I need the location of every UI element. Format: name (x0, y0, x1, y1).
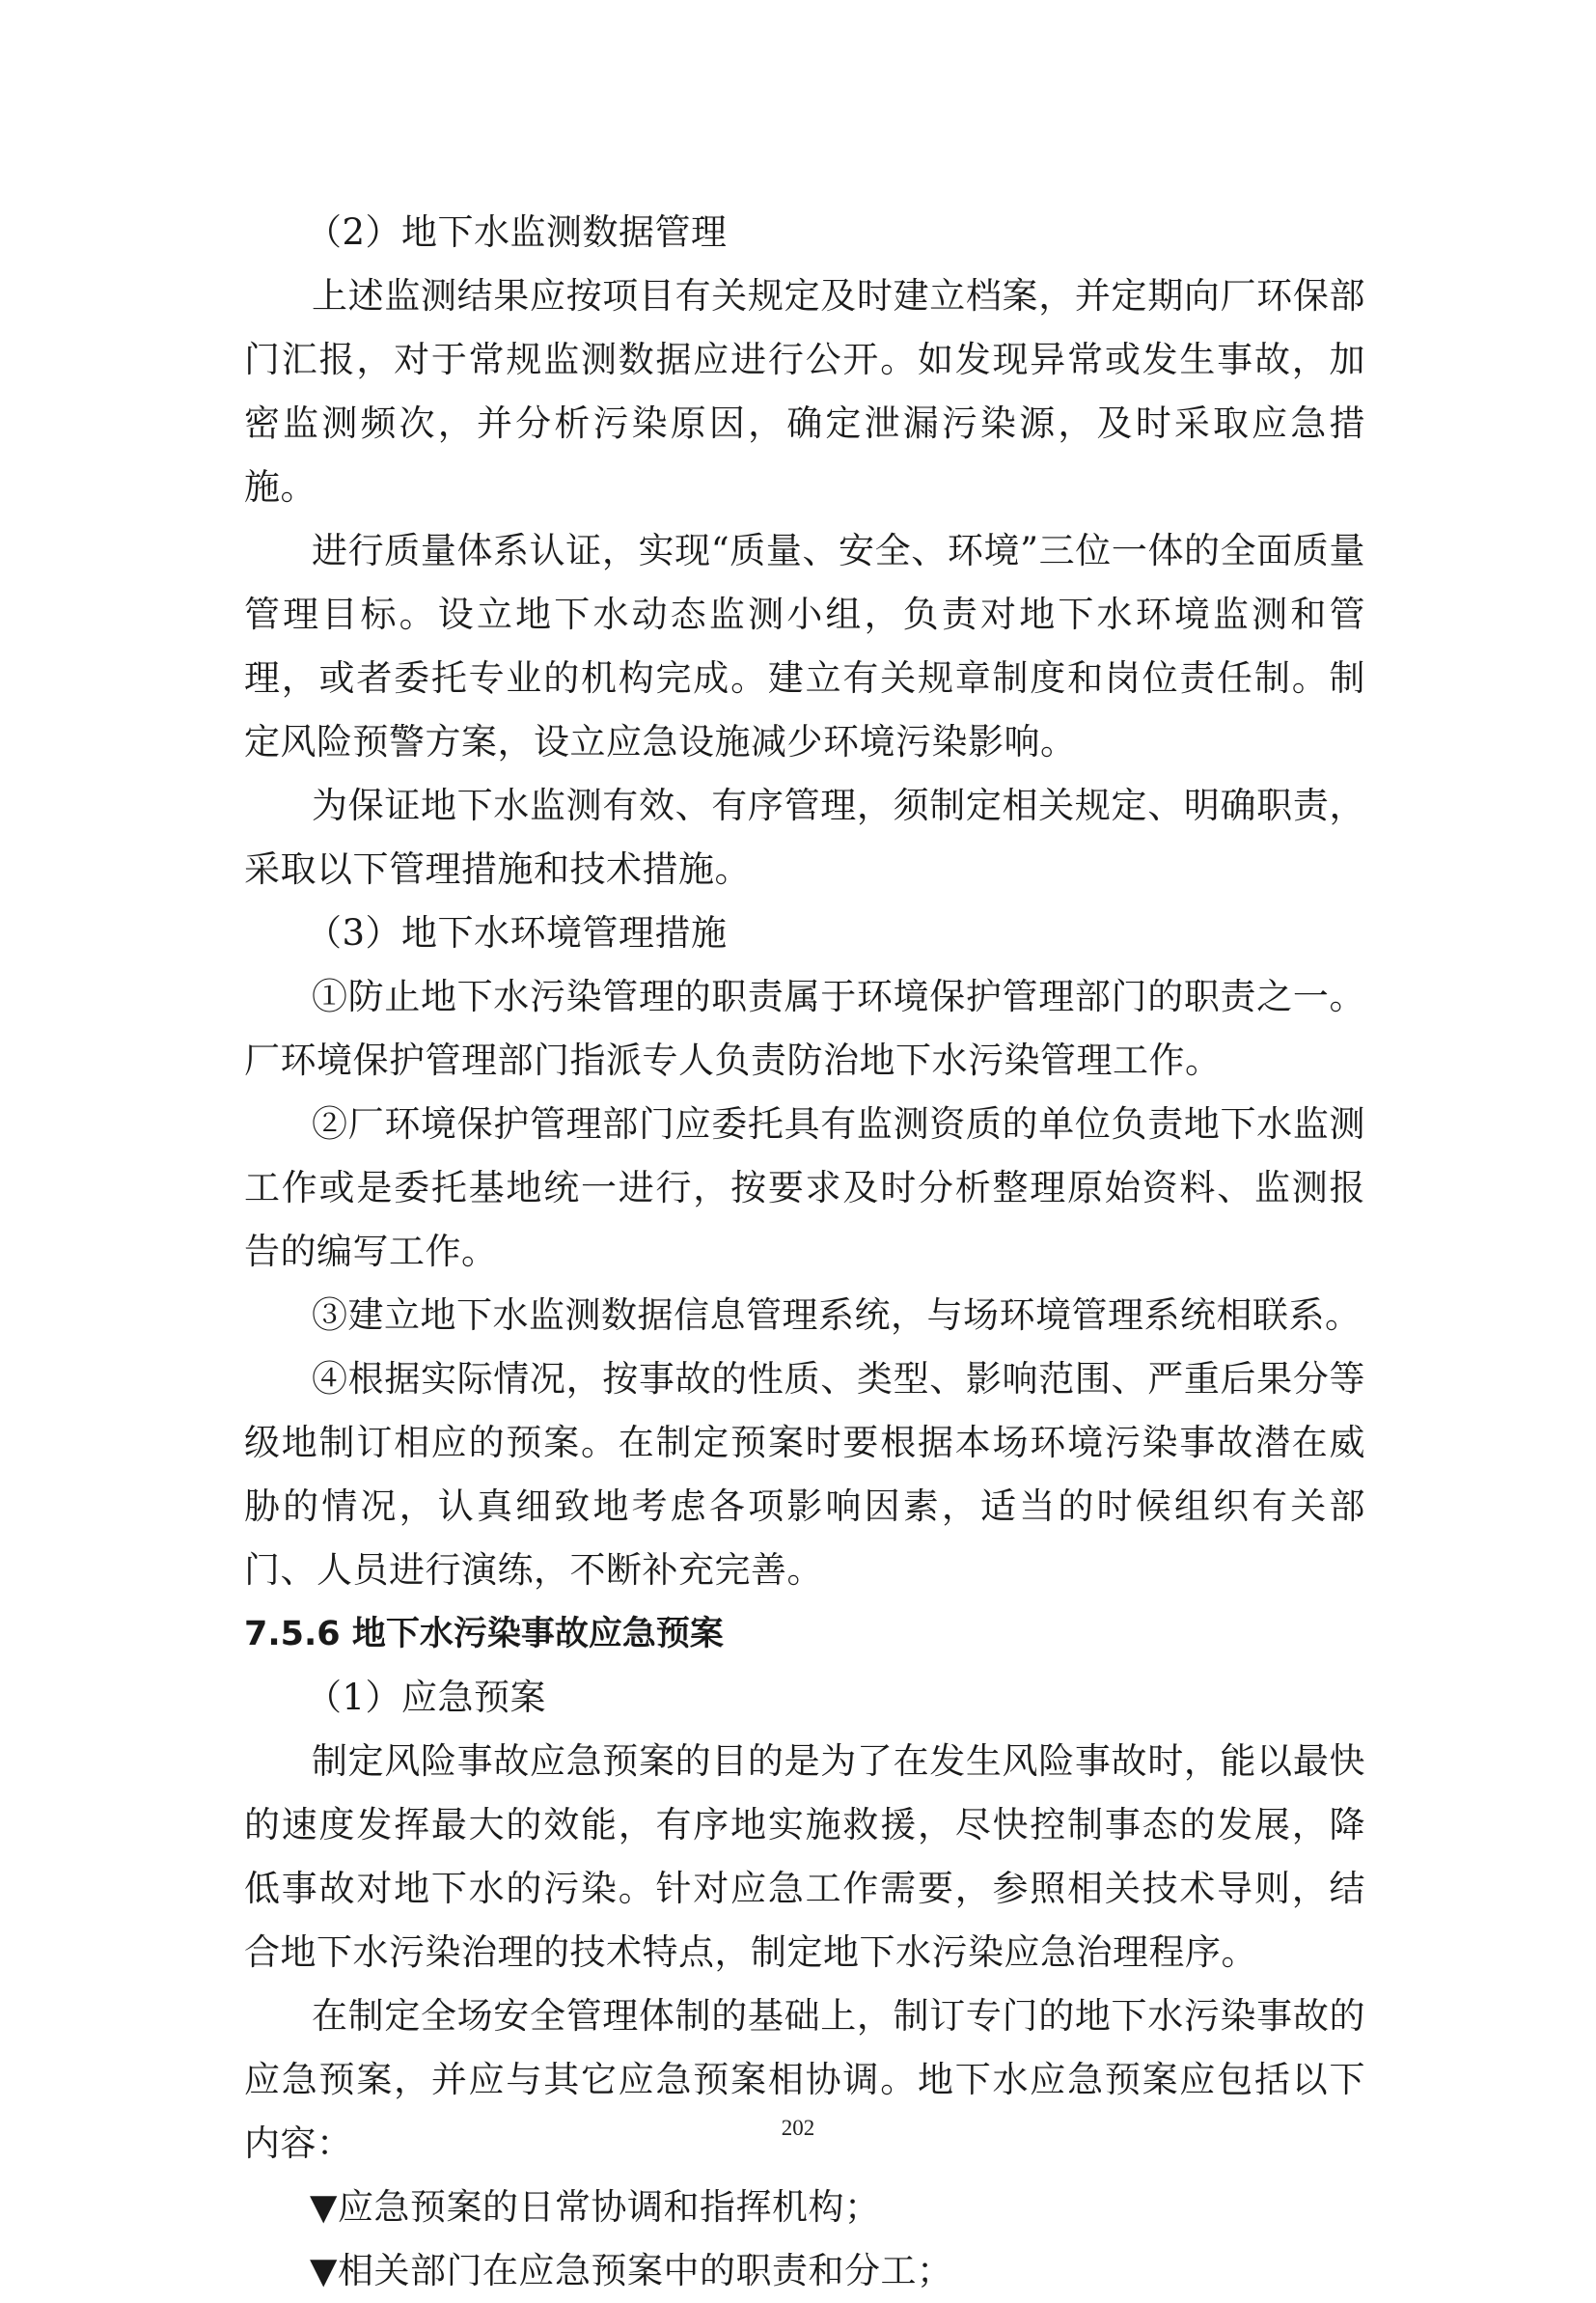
paragraph-plan-contents: 在制定全场安全管理体制的基础上，制订专门的地下水污染事故的应急预案，并应与其它应急预案相协调。地下水应急预案应包括以下内容： (244, 1995, 1365, 2164)
paragraph-quality-system: 进行质量体系认证，实现“质量、安全、环境”三位一体的全面质量管理目标。设立地下水动态监测小组，负责对地下水环境监测和管理，或者委托专业的机构完成。建立有关规章制度和岗位责任制。制定风险预警方案，设立应急设施减少环境污染影响。 (244, 530, 1365, 763)
subheading-environment-management-measures: （3）地下水环境管理措施 (306, 912, 728, 954)
bullet-item-responsibilities: ▼相关部门在应急预案中的职责和分工； (310, 2250, 953, 2291)
subheading-monitoring-data-management: （2）地下水监测数据管理 (306, 211, 728, 253)
page-number: 202 (781, 2116, 815, 2140)
list-item-3: ③建立地下水监测数据信息管理系统，与场环境管理系统相联系。 (312, 1294, 1362, 1336)
document-body (244, 201, 1365, 2303)
paragraph-plan-purpose: 制定风险事故应急预案的目的是为了在发生风险事故时，能以最快的速度发挥最大的效能，有序地实施救援，尽快控制事态的发展，降低事故对地下水的污染。针对应急工作需要，参照相关技术导则，结合地下水污染治理的技术特点，制定地下水污染应急治理程序。 (244, 1740, 1365, 1973)
paragraph-archiving: 上述监测结果应按项目有关规定及时建立档案，并定期向厂环保部门汇报，对于常规监测数据应进行公开。如发现异常或发生事故，加密监测频次，并分析污染原因，确定泄漏污染源，及时采取应急措施。 (244, 275, 1365, 508)
list-item-4: ④根据实际情况，按事故的性质、类型、影响范围、严重后果分等级地制订相应的预案。在制定预案时要根据本场环境污染事故潜在威胁的情况，认真细致地考虑各项影响因素，适当的时候组织有关部门、人员进行演练，不断补充完善。 (244, 1358, 1365, 1591)
list-item-1: ①防止地下水污染管理的职责属于环境保护管理部门的职责之一。厂环境保护管理部门指派专人负责防治地下水污染管理工作。 (244, 976, 1365, 1081)
bullet-item-coordination: ▼应急预案的日常协调和指挥机构； (310, 2186, 881, 2228)
list-item-2: ②厂环境保护管理部门应委托具有监测资质的单位负责地下水监测工作或是委托基地统一进行，按要求及时分析整理原始资料、监测报告的编写工作。 (244, 1103, 1365, 1272)
subheading-emergency-plan: （1）应急预案 (306, 1677, 547, 1718)
section-heading-7-5-6: 7.5.6 地下水污染事故应急预案 (244, 1615, 724, 1653)
paragraph-management-measures-intro: 为保证地下水监测有效、有序管理，须制定相关规定、明确职责，采取以下管理措施和技术措施。 (244, 785, 1365, 890)
